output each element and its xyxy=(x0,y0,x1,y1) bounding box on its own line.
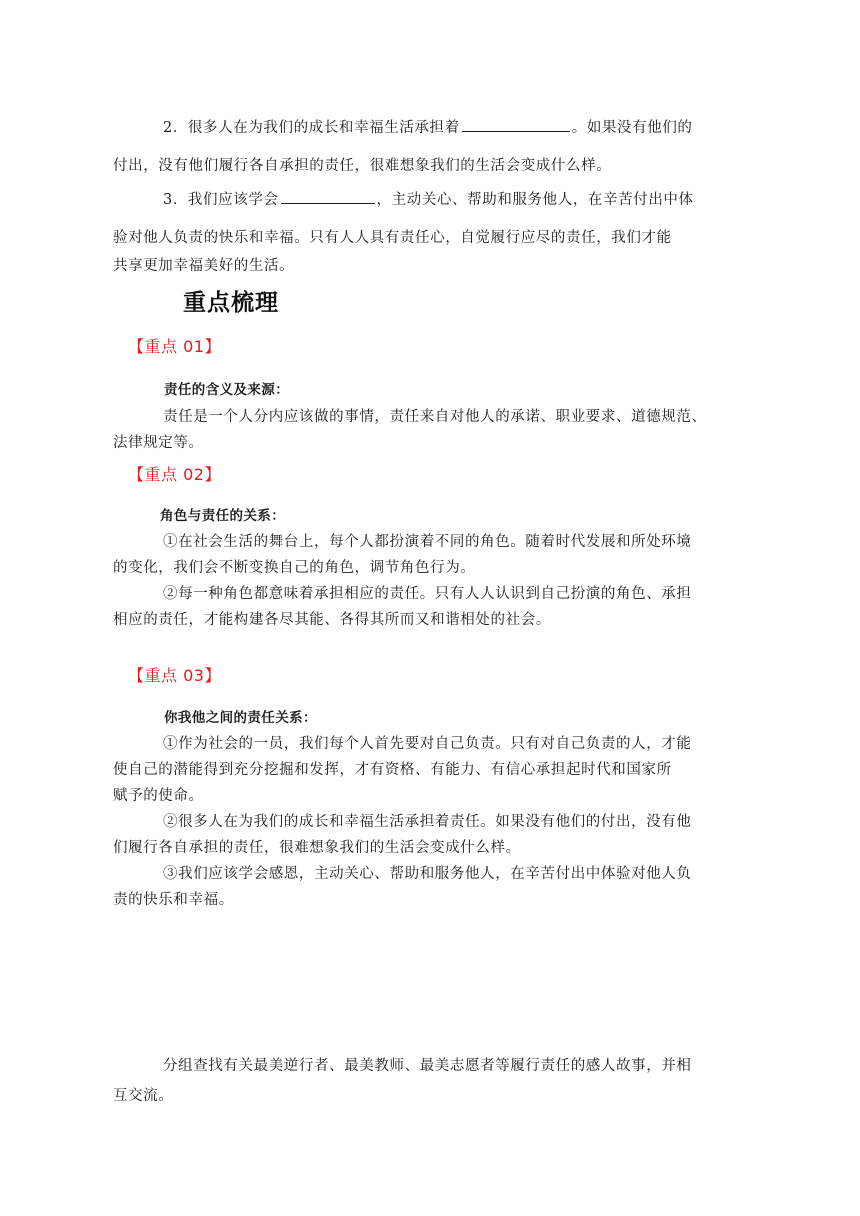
key-point-heading-03: 你我他之间的责任关系： xyxy=(164,710,317,726)
key-point-02-line: 的变化，我们会不断变换自己的角色，调节角色行为。 xyxy=(113,560,476,576)
key-point-03-line: 责的快乐和幸福。 xyxy=(113,892,234,908)
activity-paragraph xyxy=(113,1051,729,1111)
key-point-03-line: ③我们应该学会感恩，主动关心、帮助和服务他人，在辛苦付出中体验对他人负 xyxy=(163,866,692,882)
key-point-03-line: 赋予的使命。 xyxy=(113,788,204,804)
item-2-text-after-blank: 。如果没有他们的 xyxy=(571,120,693,136)
item-2-line-2: 付出，没有他们履行各自承担的责任，很难想象我们的生活会变成什么样。 xyxy=(113,158,612,174)
section-title: 重点梳理 xyxy=(183,290,279,316)
key-point-tag-03: 【重点 03】 xyxy=(128,666,221,685)
key-point-01-line: 责任是一个人分内应该做的事情，责任来自对他人的承诺、职业要求、道德规范、 xyxy=(163,409,707,425)
key-point-tag-02: 【重点 02】 xyxy=(128,465,221,484)
activity-line: 分组查找有关最美逆行者、最美教师、最美志愿者等履行责任的感人故事，并相 xyxy=(163,1058,692,1074)
answer-blank[interactable] xyxy=(462,117,570,132)
activity-line: 互交流。 xyxy=(113,1088,174,1104)
key-point-02-line: ①在社会生活的舞台上，每个人都扮演着不同的角色。随着时代发展和所处环境 xyxy=(163,534,692,550)
key-point-tag-01: 【重点 01】 xyxy=(128,337,221,356)
key-point-02-line: ②每一种角色都意味着承担相应的责任。只有人人认识到自己扮演的角色、承担 xyxy=(163,586,692,602)
key-point-02-line: 相应的责任，才能构建各尽其能、各得其所而又和谐相处的社会。 xyxy=(113,612,551,628)
fill-in-item-3 xyxy=(113,189,729,276)
key-point-01-line: 法律规定等。 xyxy=(113,435,204,451)
key-point-body-01 xyxy=(113,404,729,456)
key-point-body-03 xyxy=(113,731,729,913)
key-point-heading-01: 责任的含义及来源： xyxy=(164,382,290,398)
item-3-line-3: 共享更加幸福美好的生活。 xyxy=(113,258,295,274)
key-point-body-02 xyxy=(113,529,729,633)
item-2-text-before-blank: 2．很多人在为我们的成长和幸福生活承担着 xyxy=(163,120,460,136)
key-point-03-line: 使自己的潜能得到充分挖掘和发挥，才有资格、有能力、有信心承担起时代和国家所 xyxy=(113,762,672,778)
key-point-03-line: ①作为社会的一员，我们每个人首先要对自己负责。只有对自己负责的人，才能 xyxy=(163,736,692,752)
key-point-heading-02: 角色与责任的关系： xyxy=(160,508,286,524)
item-3-line-2: 验对他人负责的快乐和幸福。只有人人具有责任心，自觉履行应尽的责任，我们才能 xyxy=(113,230,672,246)
item-3-text-before-blank: 3．我们应该学会 xyxy=(163,192,279,208)
item-3-text-after-blank: ，主动关心、帮助和服务他人，在辛苦付出中体 xyxy=(376,192,694,208)
key-point-03-line: 们履行各自承担的责任，很难想象我们的生活会变成什么样。 xyxy=(113,840,521,856)
key-point-03-line: ②很多人在为我们的成长和幸福生活承担着责任。如果没有他们的付出，没有他 xyxy=(163,814,692,830)
answer-blank[interactable] xyxy=(281,189,375,204)
fill-in-item-2 xyxy=(113,117,729,176)
